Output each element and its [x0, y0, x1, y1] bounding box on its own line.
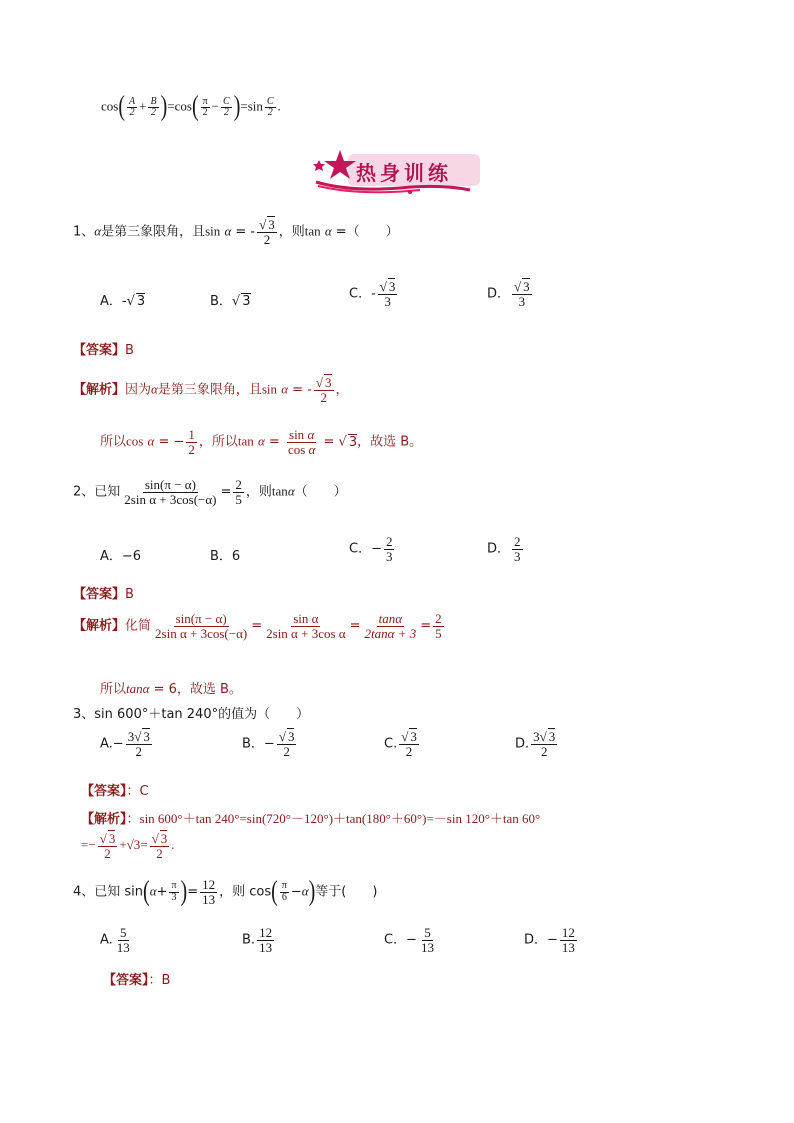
q3-option-c[interactable]: C. $\frac{√ 3}{2}$ — [384, 729, 417, 759]
q3-option-a[interactable]: A.− $\frac{3√ 3}{2}$ — [100, 729, 150, 759]
q3-answer: 【答案】：C — [81, 784, 149, 799]
q1-option-b[interactable]: B．√ 3 — [210, 294, 251, 309]
q2-option-d[interactable]: D． $\frac{2}{3}$ — [487, 534, 521, 564]
question-4: 4、已知 sin(α+ $\frac{\pi}{3}$ )= $\frac{12}{13}$ ，则 cos( $\frac{\pi}{6}$ −α)等于( ) — [73, 876, 378, 907]
q1-option-a[interactable]: A．-√ 3 — [100, 294, 146, 309]
q2-option-c[interactable]: C．− $\frac{2}{3}$ — [349, 534, 393, 564]
q1-option-c[interactable]: C．- $\frac{√ 3}{3}$ — [349, 279, 396, 309]
q1-explanation-2: 所以cos α = − $\frac{1}{2}$ ，所以tan α = $\frac{\text{sin α}}{\text{cos α}}$ = √ 3，故选 B。 — [100, 427, 423, 457]
q1-answer: 【答案】B — [73, 343, 134, 358]
q3-explanation-1: 【解析】：sin 600°＋tan 240°=sin(720°－120°)＋tan(180°＋60°)=－sin 120°＋tan 60° — [81, 811, 541, 827]
q4-option-c[interactable]: C．− $\frac{5}{13}$ — [384, 925, 434, 955]
q4-option-d[interactable]: D．− $\frac{12}{13}$ — [524, 925, 575, 955]
q1-option-d[interactable]: D． $\frac{√ 3}{3}$ — [487, 279, 530, 309]
q1-explanation-1: 【解析】因为α是第三象限角，且sin α = - $\frac{√ 3}{2}$ ， — [73, 375, 349, 405]
q2-option-a[interactable]: A．−6 — [100, 549, 142, 564]
small-star-icon — [313, 160, 325, 171]
banner-title: 热身训练 — [356, 161, 452, 185]
q2-explanation-1: 【解析】化简 $\frac{\sin(\pi - \alpha)}{\text{2sin α + 3cos(−α)}}$ = $\frac{\text{sin α}}{\text{2sin α + 3cos α}}$ = $\frac{\tan\alpha}{2\tan\alpha + 3}$ = $\frac{2}{5}$ — [73, 611, 442, 641]
q3-option-d[interactable]: D. $\frac{3√ 3}{2}$ — [515, 729, 556, 759]
q4-option-a[interactable]: A. $\frac{5}{13}$ — [100, 925, 130, 955]
top-formula: cos( $\frac{A}{2}$ + $\frac{B}{2}$ )=cos( $\frac{\pi}{2}$ − $\frac{C}{2}$ )=sin $\frac{C}{2}$ . — [101, 91, 281, 123]
q3-option-b[interactable]: B．− $\frac{√ 3}{2}$ — [242, 729, 295, 759]
q4-option-b[interactable]: B. $\frac{12}{13}$ — [242, 925, 273, 955]
question-3: 3、sin 600°＋tan 240°的值为（ ） — [73, 707, 310, 722]
q2-answer: 【答案】B — [73, 587, 134, 602]
q2-explanation-2: 所以tanα = 6，故选 B。 — [100, 681, 242, 697]
section-banner — [310, 148, 485, 196]
q4-answer: 【答案】：B — [103, 973, 171, 988]
question-1: 1、α是第三象限角，且sin α = - $\frac{√ 3}{2}$ ，则tan α =（ ） — [73, 217, 399, 247]
q3-explanation-2: =− $\frac{√ 3}{2}$ +√3= $\frac{√ 3}{2}$ . — [81, 831, 175, 861]
q2-option-b[interactable]: B．6 — [210, 549, 241, 564]
question-2: 2、已知 $\frac{\sin(\pi - \alpha)}{\text{2sin α + 3cos(−α)}}$ = $\frac{2}{5}$ ，则tanα（ ） — [73, 477, 347, 507]
